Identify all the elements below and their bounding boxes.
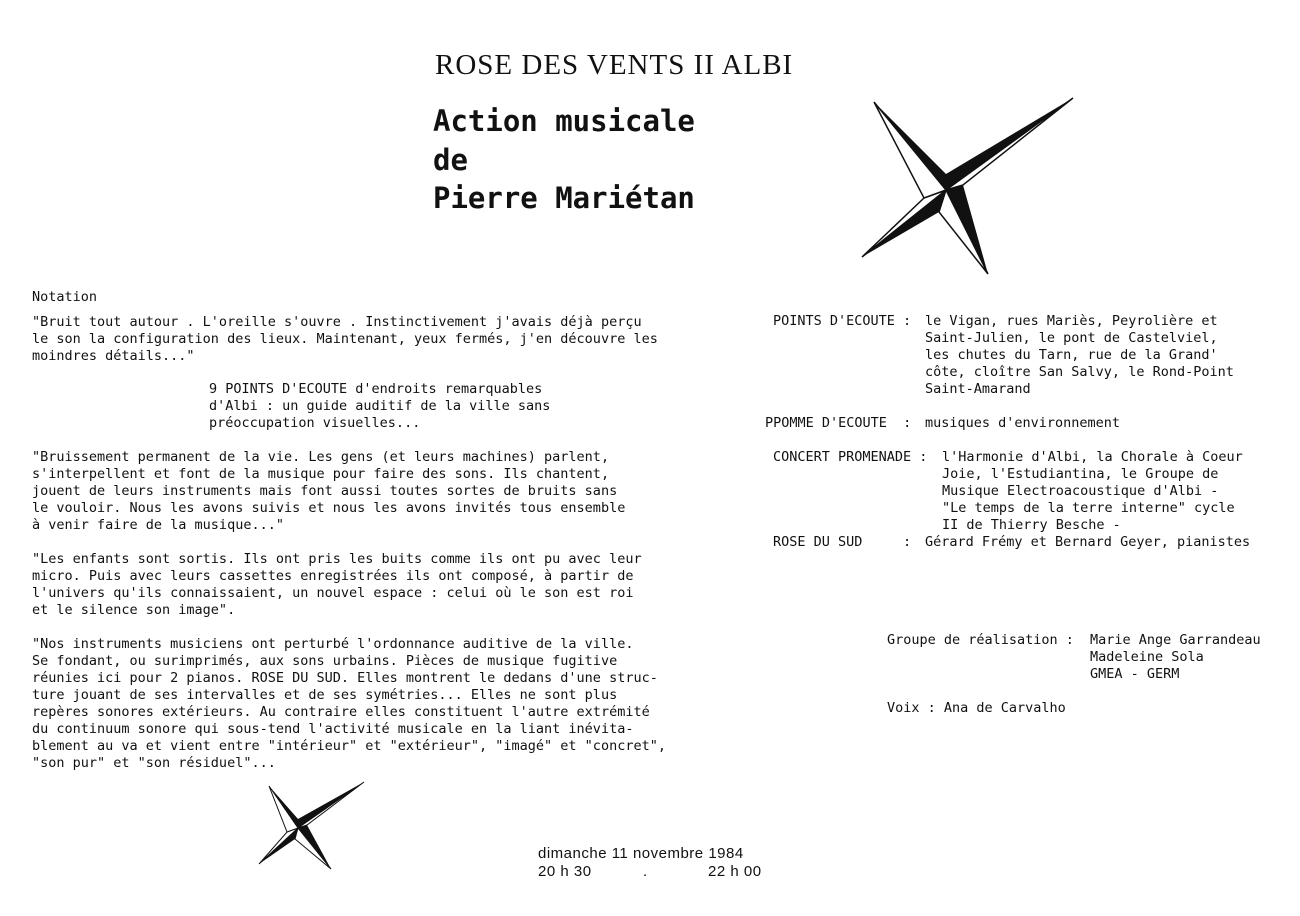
quote-enfants: "Les enfants sont sortis. Ils ont pris les buits comme ils ont pu avec leur micro. Puis avec leurs cassettes enregistrées ils ont composé, à partir de l'univers qu'ils connaissaient, un nouvel espace : celui où le son est roi et le silence son image".	[32, 551, 642, 618]
event-date: dimanche 11 novembre 1984	[538, 845, 744, 862]
rose-du-sud-label: ROSE DU SUD :	[773, 534, 912, 550]
points-ecoute-note: 9 POINTS D'ECOUTE d'endroits remarquables d'Albi : un guide auditif de la ville sans préoccupation visuelles...	[209, 381, 551, 431]
groupe-realisation-members: Marie Ange Garrandeau Madeleine Sola GMEA - GERM	[1090, 632, 1261, 682]
quote-bruissement: "Bruissement permanent de la vie. Les gens (et leurs machines) parlent, s'interpellent et font de la musique pour faire des sons. Ils chantent, jouent de leurs instruments mais font aussi toutes sortes de bruits sans le vouloir. Nous les avons suivis et nous les avons invités tous ensemble à venir faire de la musique..."	[32, 449, 626, 533]
groupe-realisation-label: Groupe de réalisation :	[887, 632, 1074, 648]
event-time-separator: .	[643, 863, 648, 880]
points-ecoute-label: POINTS D'ECOUTE :	[773, 313, 912, 329]
notation-heading: Notation	[32, 289, 98, 305]
compass-star-icon	[855, 85, 1080, 280]
concert-promenade-label: CONCERT PROMENADE :	[773, 449, 928, 465]
event-time-start: 20 h 30	[538, 863, 592, 880]
quote-instruments: "Nos instruments musiciens ont perturbé l'ordonnance auditive de la ville. Se fondant, ou surimprimés, aux sons urbains. Pièces de musique fugitive réunies ici pour 2 pianos. ROSE DU SUD. Elles montrent le dedans d'une struc- ture jouant de ses intervalles et de ses symétries... Elles ne sont plus repères sonores extérieurs. Au contraire elles constituent l'autre extrémité du continuum sonore qui sous-tend l'activité musicale en la liant inévita- blement au va et vient entre "intérieur" et "extérieur", "imagé" et "concret", "son pur" et "son résiduel"...	[32, 636, 666, 771]
subtitle-line-2: de	[433, 143, 468, 177]
pomme-ecoute-label: PPOMME D'ECOUTE :	[765, 415, 912, 431]
subtitle-line-3: Pierre Mariétan	[433, 181, 695, 215]
points-ecoute-list: le Vigan, rues Mariès, Peyrolière et Saint-Julien, le pont de Castelviel, les chutes du Tarn, rue de la Grand' côte, cloître San Salvy, le Rond-Point Saint-Amarand	[925, 313, 1234, 397]
pomme-ecoute-value: musiques d'environnement	[925, 415, 1121, 431]
concert-promenade-list: l'Harmonie d'Albi, la Chorale à Coeur Joie, l'Estudiantina, le Groupe de Musique Electroacoustique d'Albi - "Le temps de la terre interne" cycle II de Thierry Besche -	[942, 449, 1243, 533]
poster-title: ROSE DES VENTS II ALBI	[435, 49, 794, 81]
event-time-end: 22 h 00	[708, 863, 762, 880]
small-compass-star-icon	[255, 778, 370, 873]
rose-du-sud-value: Gérard Frémy et Bernard Geyer, pianistes	[925, 534, 1251, 550]
quote-ear-opens: "Bruit tout autour . L'oreille s'ouvre . Instinctivement j'avais déjà perçu le son la configuration des lieux. Maintenant, yeux fermés, j'en découvre les moindres détails..."	[32, 314, 658, 364]
subtitle-line-1: Action musicale	[433, 104, 695, 138]
voix-credit: Voix : Ana de Carvalho	[887, 700, 1066, 716]
